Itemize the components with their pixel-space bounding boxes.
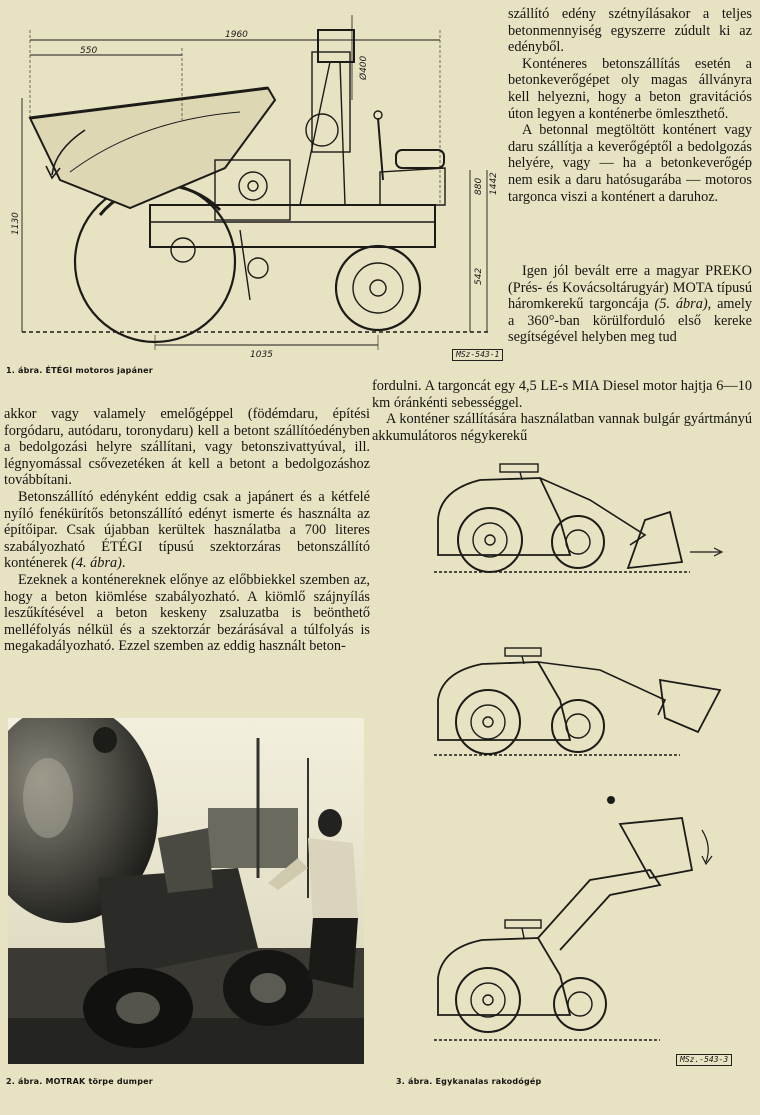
wide-text-block: [372, 378, 752, 444]
left-paragraph-1: akkor vagy valamely emelőgéppel (födémdaru, építési forgódaru, autódaru, toronydaru) kell a betont szállítóedényben a bedolgozási helyre szállítani, vagy betonszivattyúval, ill. légnyomással csővezetéken át kell a betont a bedolgozáshoz továbbítani.: [4, 406, 370, 489]
right-p4-start: Igen jól bevált erre a magyar PREKO (Prés- és Kovácsoltárugyár) MOTA típusú háromkerekű targoncája: [508, 263, 752, 313]
right-paragraph-5: A konténer szállítására használatban vannak bulgár gyártmányú akkumulátoros négykerekű: [372, 411, 752, 444]
right-p4-continuation: fordulni. A targoncát egy 4,5 LE-s MIA Diesel motor hajtja 6—10 km óránkénti sebességgel.: [372, 378, 752, 411]
fig-ref-4: (4. ábra): [71, 555, 122, 572]
left-p2-start: Betonszállító edényként eddig csak a japánert és a kétfelé nyíló fenékürítős betonszállító edényt ismerte és használta az építőipar. Csak újabban kerültek használatba a 700 literes szabályozható ÉTÉGI típusú szektorzáras betonszállító konténerek: [4, 488, 370, 572]
right-paragraph-2: Konténeres betonszállítás esetén a betonkeverőgépet oly magas állványra kell helyezni, hogy a beton gravitációs úton legyen a konténerbe ömleszthető.: [508, 55, 752, 122]
left-column-text: [4, 406, 370, 655]
figure-3-code: MSz.-543-3: [676, 1054, 732, 1066]
figure-1-caption: 1. ábra. ÉTÉGI motoros japáner: [6, 366, 153, 375]
figure-1-code: MSz-543-1: [452, 349, 503, 361]
dim-1442: 1442: [489, 172, 499, 195]
dim-400: Ø400: [359, 55, 369, 80]
figure-2-photo: [8, 718, 364, 1064]
dim-1960: 1960: [225, 30, 248, 40]
left-paragraph-2: [4, 489, 370, 572]
figure-2-caption: 2. ábra. MOTRAK törpe dumper: [6, 1077, 153, 1086]
left-p2-end: .: [121, 555, 126, 572]
right-column-text: [508, 6, 752, 205]
dim-880: 880: [474, 177, 484, 195]
figure-1-drawing: [0, 0, 500, 360]
right-paragraph-1: szállító edény szétnyílásakor a teljes betonmennyiség egyszerre zúdult ki az edényből.: [508, 6, 752, 56]
dim-550: 550: [80, 46, 98, 56]
dim-1130: 1130: [11, 212, 21, 235]
right-paragraph-3: A betonnal megtöltött konténert vagy daru szállítja a keverőgéptől a bedolgozás helyére, vagy — ha a betonkeverőgép nem esik a daru hatósugarába — motoros targonca viszi a konténert a daruhoz.: [508, 122, 752, 205]
figure-3-caption: 3. ábra. Egykanalas rakodógép: [396, 1077, 542, 1086]
dim-542: 542: [474, 267, 484, 285]
figure-3-drawing: [420, 450, 760, 1070]
right-p4-end: , amely a 360°-ban körülforduló első kereke segítségével helyben meg tud: [508, 296, 752, 346]
fig-ref-5: (5. ábra): [654, 296, 708, 313]
dim-1035: 1035: [250, 350, 273, 360]
left-paragraph-3: Ezeknek a konténereknek előnye az előbbiekkel szemben az, hogy a beton kiömlése szabályozható. A kiömlő szájnyílás leszűkítésével a beton keskeny zsaluzatba is beönthető melléfolyás nélkül és a szektorzár bezárásával a túlfolyás is megakadályozható. Ezzel szemben az eddig használt beton-: [4, 571, 370, 655]
right-paragraph-4: [508, 263, 752, 346]
